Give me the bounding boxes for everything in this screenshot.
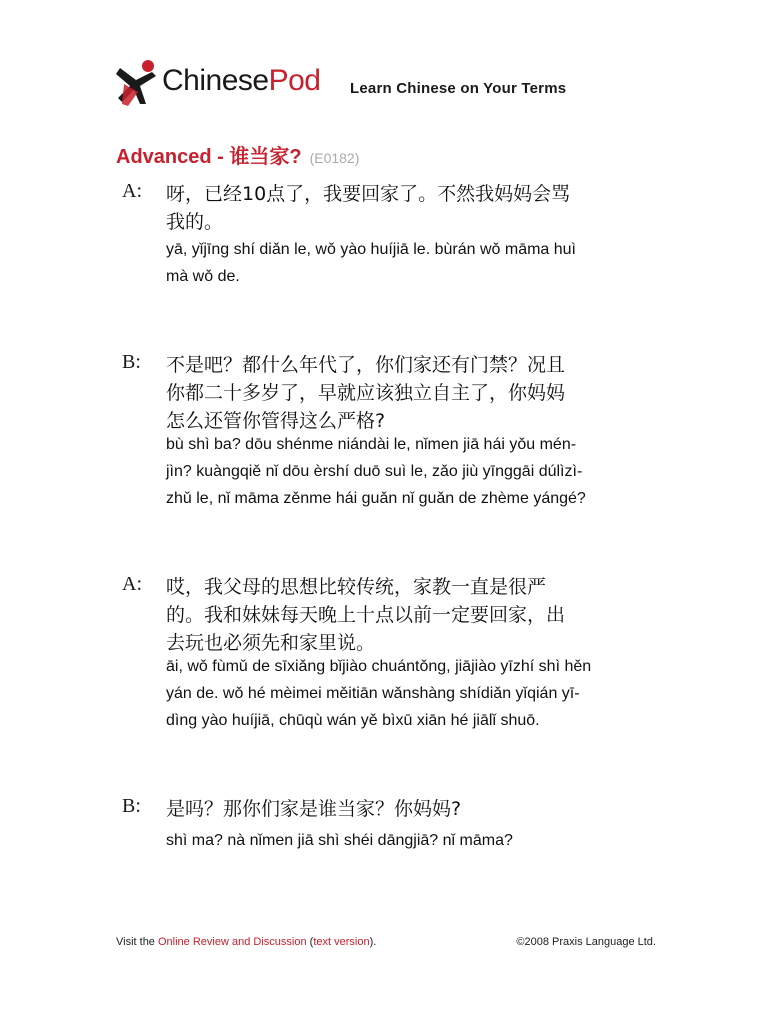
hanzi-text: 是吗？那你们家是谁当家？你妈妈?: [166, 798, 462, 820]
speaker-label: B:: [122, 795, 141, 817]
logo-part-pod: Pod: [268, 64, 321, 97]
lesson-title: [116, 140, 359, 169]
footer-paren-close: ).: [369, 936, 377, 948]
pinyin-text: āi, wǒ fùmǔ de sīxiǎng bǐjiào chuántǒng, jiājiào yīzhí shì hěn yán de. wǒ hé mèimei měitiān wǎnshàng shídiǎn yǐqián yī- dìng yào huíjiā, chūqù wán yě bìxū xiān hé jiālǐ shuō.: [166, 658, 592, 729]
footer-visit-prefix: Visit the: [116, 936, 158, 948]
speaker-label: B:: [122, 351, 141, 373]
text-version-link[interactable]: text version: [313, 936, 370, 948]
footer-visit-text: [116, 936, 376, 948]
tagline: Learn Chinese on Your Terms: [350, 80, 567, 97]
lesson-code: (E0182): [309, 150, 360, 166]
pinyin-text: shì ma? nà nǐmen jiā shì shéi dāngjiā? nǐ māma?: [166, 832, 513, 849]
pinyin-text: yā, yǐjīng shí diǎn le, wǒ yào huíjiā le. bùrán wǒ māma huì mà wǒ de.: [166, 241, 576, 285]
chinesepod-logo-icon: [116, 58, 160, 108]
lesson-title-text: Advanced - 谁当家?: [116, 146, 302, 168]
copyright: ©2008 Praxis Language Ltd.: [516, 936, 656, 948]
logo-part-chinese: Chinese: [162, 64, 269, 97]
online-review-link[interactable]: Online Review and Discussion: [158, 936, 307, 948]
footer-paren-open: (: [306, 936, 314, 948]
hanzi-text: 呀，已经10点了，我要回家了。不然我妈妈会骂 我的。: [166, 183, 571, 233]
header: [116, 58, 656, 110]
hanzi-text: 哎，我父母的思想比较传统，家教一直是很严 的。我和妹妹每天晚上十点以前一定要回家，出 去玩也必须先和家里说。: [166, 576, 566, 654]
speaker-label: A:: [122, 180, 142, 202]
pinyin-text: bù shì ba? dōu shénme niándài le, nǐmen jiā hái yǒu mén- jìn? kuàngqiě nǐ dōu èrshí duō suì le, zǎo jiù yīnggāi dúlìzì- zhǔ le, nǐ māma zěnme hái guǎn nǐ guǎn de zhème yángé?: [166, 436, 586, 507]
logo-wordmark: [162, 64, 320, 98]
speaker-label: A:: [122, 573, 142, 595]
hanzi-text: 不是吧？都什么年代了，你们家还有门禁？况且 你都二十多岁了，早就应该独立自主了，你妈妈 怎么还管你管得这么严格?: [166, 354, 566, 432]
